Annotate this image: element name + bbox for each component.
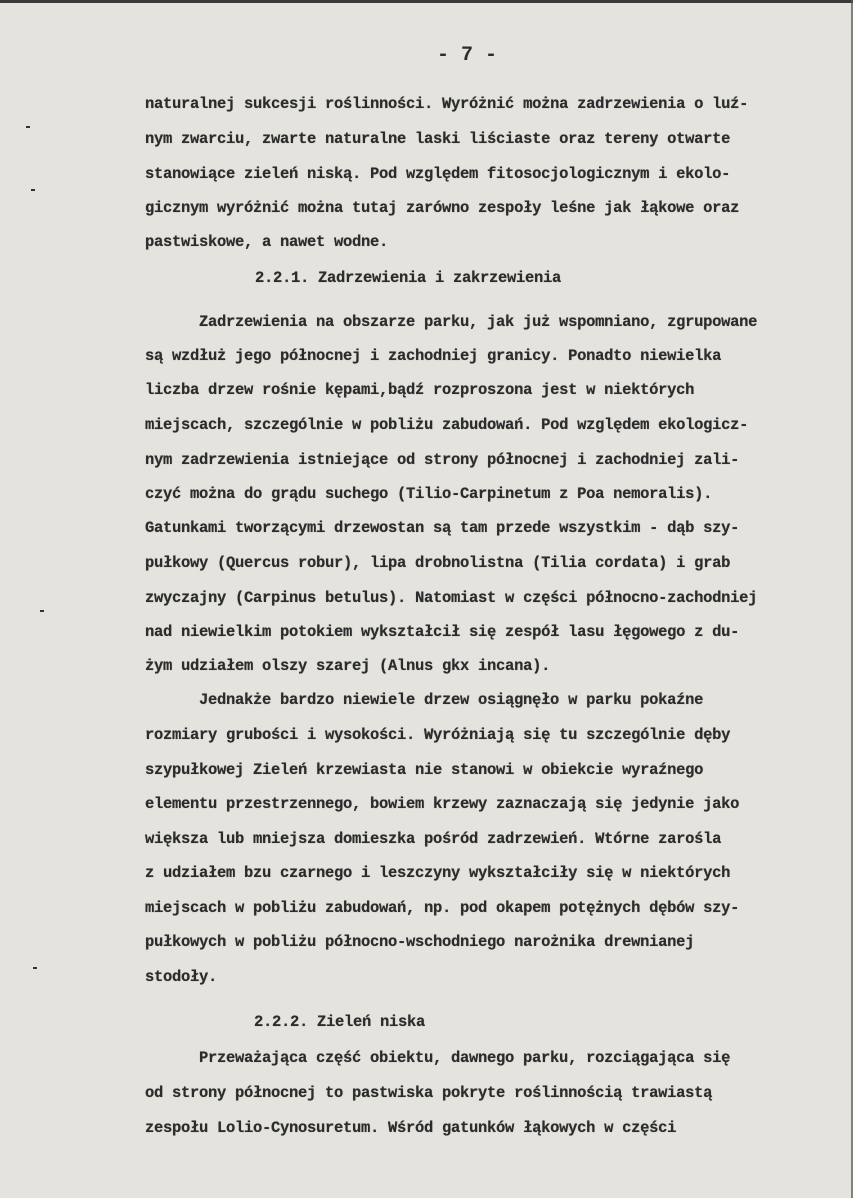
text-line: większa lub mniejsza domieszka pośród zadrzewień. Wtórne zarośla [145, 830, 722, 848]
section-heading: 2.2.2. Zieleń niska [254, 1013, 426, 1031]
text-line: żym udziałem olszy szarej (Alnus gkx incana). [145, 657, 551, 675]
text-line: pułkowych w pobliżu północno-wschodniego narożnika drewnianej [145, 933, 695, 951]
top-border [0, 0, 853, 3]
text-line: zespołu Lolio-Cynosuretum. Wśród gatunków łąkowych w części [145, 1119, 677, 1137]
text-line: pastwiskowe, a nawet wodne. [145, 233, 389, 251]
text-line: zwyczajny (Carpinus betulus). Natomiast w części północno-zachodniej [145, 589, 758, 607]
text-line: rozmiary grubości i wysokości. Wyróżniają się tu szczególnie dęby [145, 726, 731, 744]
text-line: gicznym wyróżnić można tutaj zarówno zespoły leśne jak łąkowe oraz [145, 199, 740, 217]
text-line: miejscach w pobliżu zabudowań, np. pod okapem potężnych dębów szy- [145, 899, 740, 917]
text-line: stodoły. [145, 968, 218, 986]
text-line: stanowiące zieleń niską. Pod względem fitosocjologicznym i ekolo- [145, 165, 731, 183]
text-line: Jednakże bardzo niewiele drzew osiągnęło w parku pokaźne [199, 691, 704, 709]
margin-mark [26, 126, 30, 128]
text-line: Zadrzewienia na obszarze parku, jak już wspomniano, zgrupowane [199, 313, 758, 331]
margin-mark [40, 610, 44, 612]
margin-mark [31, 189, 35, 191]
text-line: nym zwarciu, zwarte naturalne laski liściaste oraz tereny otwarte [145, 130, 731, 148]
section-heading: 2.2.1. Zadrzewienia i zakrzewienia [255, 269, 562, 287]
text-line: Gatunkami tworzącymi drzewostan są tam przede wszystkim - dąb szy- [145, 519, 740, 537]
page-number: - 7 - [437, 44, 498, 67]
text-line: miejscach, szczególnie w pobliżu zabudowań. Pod względem ekologicz- [145, 416, 749, 434]
text-line: są wzdłuż jego północnej i zachodniej granicy. Ponadto niewielka [145, 347, 722, 365]
text-line: nad niewielkim potokiem wykształcił się zespół lasu łęgowego z du- [145, 623, 740, 641]
text-line: pułkowy (Quercus robur), lipa drobnolistna (Tilia cordata) i grab [145, 554, 731, 572]
text-line: szypułkowej Zieleń krzewiasta nie stanowi w obiekcie wyraźnego [145, 761, 704, 779]
text-line: z udziałem bzu czarnego i leszczyny wykształciły się w niektórych [145, 864, 731, 882]
text-line: czyć można do grądu suchego (Tilio-Carpinetum z Poa nemoralis). [145, 485, 713, 503]
text-line: liczba drzew rośnie kępami,bądź rozproszona jest w niektórych [145, 381, 695, 399]
margin-mark [33, 967, 37, 969]
text-line: elementu przestrzennego, bowiem krzewy zaznaczają się jedynie jako [145, 795, 740, 813]
text-line: Przeważająca część obiektu, dawnego parku, rozciągająca się [199, 1049, 731, 1067]
text-line: naturalnej sukcesji roślinności. Wyróżnić można zadrzewienia o luź- [145, 95, 749, 113]
text-line: nym zadrzewienia istniejące od strony północnej i zachodniej zali- [145, 451, 740, 469]
text-line: od strony północnej to pastwiska pokryte roślinnością trawiastą [145, 1084, 713, 1102]
